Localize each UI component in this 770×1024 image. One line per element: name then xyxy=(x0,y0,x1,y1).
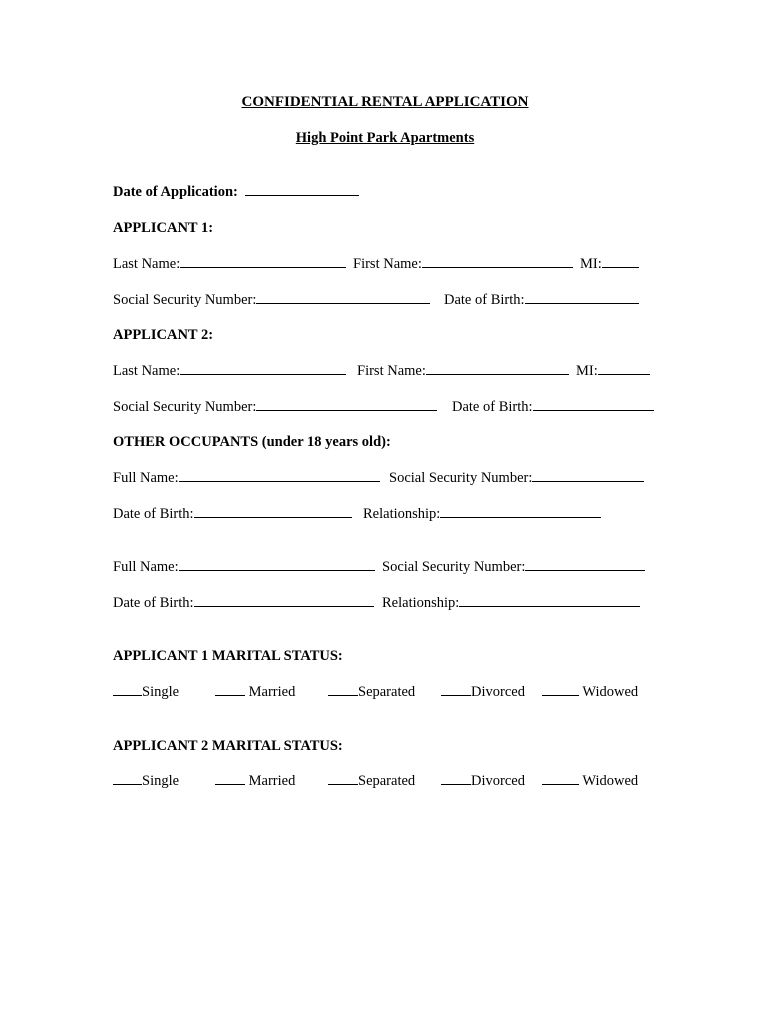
applicant1-last-name-label: Last Name: xyxy=(113,256,181,272)
marital1-separated-label: Separated xyxy=(358,684,416,700)
occupant1-full-name-group xyxy=(113,469,380,487)
occupant1-full-name-label: Full Name: xyxy=(113,470,179,486)
form-subtitle: High Point Park Apartments xyxy=(295,130,475,146)
occupant2-ssn-label: Social Security Number: xyxy=(382,559,526,575)
applicant2-first-name-group xyxy=(357,362,569,380)
date-of-application-field[interactable] xyxy=(245,183,359,196)
date-of-application-label: Date of Application: xyxy=(113,184,238,200)
applicant1-dob-field[interactable] xyxy=(525,291,639,304)
occupants-heading: OTHER OCCUPANTS (under 18 years old): xyxy=(113,434,391,450)
applicant2-ssn-field[interactable] xyxy=(256,398,437,411)
occupant2-full-name-group xyxy=(113,558,375,576)
marital2-heading: APPLICANT 2 MARITAL STATUS: xyxy=(113,738,343,754)
applicant2-dob-label: Date of Birth: xyxy=(452,399,533,415)
applicant1-mi-group xyxy=(580,255,639,273)
marital1-widowed-blank[interactable] xyxy=(542,683,579,696)
occupant1-dob-field[interactable] xyxy=(194,505,352,518)
marital2-option-divorced[interactable] xyxy=(441,772,525,790)
applicant2-ssn-label: Social Security Number: xyxy=(113,399,257,415)
occupant1-dob-group xyxy=(113,505,352,523)
marital2-married-blank[interactable] xyxy=(215,772,245,785)
marital1-married-label: Married xyxy=(248,684,296,700)
occupant2-dob-field[interactable] xyxy=(194,594,374,607)
occupant1-ssn-group xyxy=(389,469,644,487)
applicant2-last-name-field[interactable] xyxy=(180,362,346,375)
applicant2-ssn-group xyxy=(113,398,437,416)
marital2-married-label: Married xyxy=(248,773,296,789)
marital2-option-married[interactable] xyxy=(215,772,295,790)
marital1-option-married[interactable] xyxy=(215,683,295,701)
applicant2-first-name-label: First Name: xyxy=(357,363,426,379)
applicant2-mi-group xyxy=(576,362,650,380)
marital1-divorced-label: Divorced xyxy=(471,684,525,700)
applicant1-heading: APPLICANT 1: xyxy=(113,220,214,236)
applicant2-mi-field[interactable] xyxy=(598,362,650,375)
applicant1-last-name-field[interactable] xyxy=(180,255,346,268)
occupant1-dob-label: Date of Birth: xyxy=(113,506,194,522)
applicant1-first-name-group xyxy=(353,255,573,273)
marital2-single-blank[interactable] xyxy=(113,772,142,785)
applicant2-mi-label: MI: xyxy=(576,363,598,379)
applicant1-first-name-label: First Name: xyxy=(353,256,422,272)
applicant2-name-row xyxy=(113,362,346,380)
applicant1-first-name-field[interactable] xyxy=(422,255,573,268)
occupant1-ssn-field[interactable] xyxy=(532,469,644,482)
occupant2-ssn-field[interactable] xyxy=(525,558,645,571)
marital1-married-blank[interactable] xyxy=(215,683,245,696)
applicant1-dob-label: Date of Birth: xyxy=(444,292,525,308)
occupant2-relationship-group xyxy=(382,594,640,612)
marital1-separated-blank[interactable] xyxy=(328,683,358,696)
marital2-option-single[interactable] xyxy=(113,772,179,790)
marital1-option-divorced[interactable] xyxy=(441,683,525,701)
occupant2-full-name-field[interactable] xyxy=(179,558,375,571)
applicant1-ssn-group xyxy=(113,291,430,309)
marital2-divorced-label: Divorced xyxy=(471,773,525,789)
occupant2-ssn-group xyxy=(382,558,645,576)
marital2-single-label: Single xyxy=(142,773,180,789)
occupant1-ssn-label: Social Security Number: xyxy=(389,470,533,486)
occupant2-relationship-label: Relationship: xyxy=(382,595,460,611)
applicant2-dob-group xyxy=(452,398,654,416)
marital2-option-separated[interactable] xyxy=(328,772,415,790)
applicant2-first-name-field[interactable] xyxy=(426,362,569,375)
marital2-widowed-label: Widowed xyxy=(582,773,639,789)
form-title: CONFIDENTIAL RENTAL APPLICATION xyxy=(241,94,529,110)
marital1-widowed-label: Widowed xyxy=(582,684,639,700)
applicant1-mi-label: MI: xyxy=(580,256,602,272)
marital1-single-blank[interactable] xyxy=(113,683,142,696)
occupant1-full-name-field[interactable] xyxy=(179,469,380,482)
marital2-option-widowed[interactable] xyxy=(542,772,638,790)
marital2-widowed-blank[interactable] xyxy=(542,772,579,785)
occupant2-dob-group xyxy=(113,594,374,612)
applicant1-name-row xyxy=(113,255,346,273)
occupant1-relationship-label: Relationship: xyxy=(363,506,441,522)
occupant2-full-name-label: Full Name: xyxy=(113,559,179,575)
marital1-option-separated[interactable] xyxy=(328,683,415,701)
applicant2-heading: APPLICANT 2: xyxy=(113,327,214,343)
occupant2-relationship-field[interactable] xyxy=(459,594,640,607)
applicant2-last-name-label: Last Name: xyxy=(113,363,181,379)
applicant1-mi-field[interactable] xyxy=(602,255,639,268)
marital2-separated-label: Separated xyxy=(358,773,416,789)
date-of-application-row xyxy=(113,183,359,201)
marital1-single-label: Single xyxy=(142,684,180,700)
applicant1-ssn-field[interactable] xyxy=(256,291,430,304)
marital2-divorced-blank[interactable] xyxy=(441,772,471,785)
marital2-separated-blank[interactable] xyxy=(328,772,358,785)
applicant2-dob-field[interactable] xyxy=(533,398,654,411)
applicant1-dob-group xyxy=(444,291,639,309)
marital1-heading: APPLICANT 1 MARITAL STATUS: xyxy=(113,648,343,664)
marital1-divorced-blank[interactable] xyxy=(441,683,471,696)
marital1-option-widowed[interactable] xyxy=(542,683,638,701)
occupant1-relationship-field[interactable] xyxy=(440,505,601,518)
occupant1-relationship-group xyxy=(363,505,601,523)
occupant2-dob-label: Date of Birth: xyxy=(113,595,194,611)
applicant1-ssn-label: Social Security Number: xyxy=(113,292,257,308)
marital1-option-single[interactable] xyxy=(113,683,179,701)
